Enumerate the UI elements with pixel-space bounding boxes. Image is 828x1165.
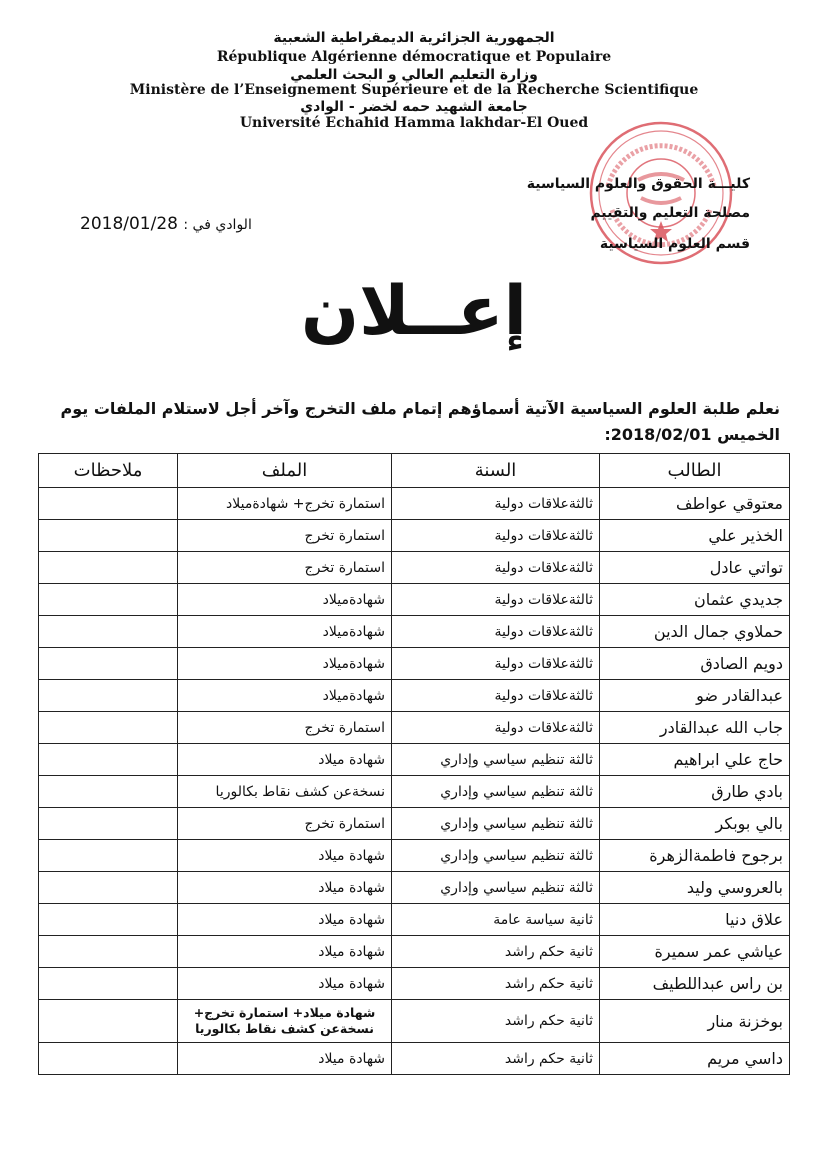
student-notes	[39, 680, 178, 712]
student-year: ثانية حكم راشد	[392, 1000, 600, 1043]
student-year: ثالثةعلاقات دولية	[392, 488, 600, 520]
student-notes	[39, 488, 178, 520]
header-student: الطالب	[600, 454, 790, 488]
dateline	[80, 214, 252, 234]
table-row	[39, 520, 790, 552]
student-name: بالعروسي وليد	[600, 872, 790, 904]
student-year: ثالثةعلاقات دولية	[392, 712, 600, 744]
announcement-title: إعــلان	[301, 272, 527, 351]
student-file: نسخةعن كشف نقاط بكالوريا	[178, 776, 392, 808]
student-file: شهادة ميلاد	[178, 968, 392, 1000]
student-year: ثالثةعلاقات دولية	[392, 584, 600, 616]
student-file: شهادة ميلاد	[178, 872, 392, 904]
student-notes	[39, 584, 178, 616]
student-year: ثالثة تنظيم سياسي وإداري	[392, 776, 600, 808]
student-year: ثالثةعلاقات دولية	[392, 552, 600, 584]
university-arabic: جامعة الشهيد حمه لخضر - الوادي	[300, 99, 528, 115]
table-row	[39, 1043, 790, 1075]
ministry-french: Ministère de l’Enseignement Supérieure et de la Recherche Scientifique	[129, 82, 699, 98]
student-year: ثالثةعلاقات دولية	[392, 520, 600, 552]
student-file: شهادةميلاد	[178, 680, 392, 712]
student-file: شهادة ميلاد+ استمارة تخرج+ نسخةعن كشف نقاط بكالوريا	[178, 1000, 392, 1043]
student-notes	[39, 648, 178, 680]
table-row	[39, 904, 790, 936]
table-row	[39, 776, 790, 808]
student-notes	[39, 1000, 178, 1043]
student-name: جديدي عثمان	[600, 584, 790, 616]
header-year: السنة	[392, 454, 600, 488]
student-name: عياشي عمر سميرة	[600, 936, 790, 968]
table-row	[39, 648, 790, 680]
student-year: ثالثة تنظيم سياسي وإداري	[392, 872, 600, 904]
student-name: برجوح فاطمةالزهرة	[600, 840, 790, 872]
student-year: ثانية سياسة عامة	[392, 904, 600, 936]
service-label: مصلحة التعليم والتقييم	[590, 205, 750, 221]
student-file: شهادة ميلاد	[178, 904, 392, 936]
republic-french: République Algérienne démocratique et Populaire	[216, 49, 612, 65]
student-file: استمارة تخرج	[178, 808, 392, 840]
student-name: الخذير علي	[600, 520, 790, 552]
table-row	[39, 808, 790, 840]
student-name: جاب الله عبدالقادر	[600, 712, 790, 744]
student-name: علاق دنيا	[600, 904, 790, 936]
student-notes	[39, 840, 178, 872]
dateline-date: 2018/01/28	[80, 214, 178, 234]
student-name: حملاوي جمال الدين	[600, 616, 790, 648]
ministry-arabic: وزارة التعليم العالي و البحث العلمي	[290, 67, 538, 83]
student-notes	[39, 904, 178, 936]
student-notes	[39, 808, 178, 840]
student-year: ثانية حكم راشد	[392, 1043, 600, 1075]
university-french: Université Echahid Hamma lakhdar-El Oued	[239, 115, 589, 131]
table-row	[39, 744, 790, 776]
student-notes	[39, 616, 178, 648]
faculty-label: كليـــة الحقوق والعلوم السياسية	[526, 176, 750, 192]
student-file: استمارة تخرج	[178, 712, 392, 744]
table-row	[39, 872, 790, 904]
student-file: استمارة تخرج	[178, 520, 392, 552]
student-file: استمارة تخرج+ شهادةميلاد	[178, 488, 392, 520]
table-row	[39, 584, 790, 616]
republic-arabic: الجمهورية الجزائرية الديمقراطية الشعبية	[273, 30, 555, 46]
table-row	[39, 552, 790, 584]
student-notes	[39, 936, 178, 968]
header-notes: ملاحظات	[39, 454, 178, 488]
student-year: ثانية حكم راشد	[392, 968, 600, 1000]
student-notes	[39, 872, 178, 904]
student-notes	[39, 1043, 178, 1075]
student-file: شهادة ميلاد	[178, 840, 392, 872]
student-year: ثالثةعلاقات دولية	[392, 648, 600, 680]
student-year: ثالثة تنظيم سياسي وإداري	[392, 808, 600, 840]
announcement-intro: نعلم طلبة العلوم السياسية الآتية أسماؤهم إتمام ملف التخرج وآخر أجل لاستلام الملفات يوم الخميس 2018/02/01:	[60, 399, 780, 444]
dateline-place: الوادي في :	[183, 217, 252, 233]
table-row	[39, 680, 790, 712]
student-file: شهادة ميلاد	[178, 1043, 392, 1075]
student-name: عبدالقادر ضو	[600, 680, 790, 712]
students-table	[38, 453, 790, 1075]
table-row	[39, 968, 790, 1000]
table-row	[39, 936, 790, 968]
student-notes	[39, 776, 178, 808]
table-row	[39, 712, 790, 744]
student-file: شهادة ميلاد	[178, 936, 392, 968]
student-name: داسي مريم	[600, 1043, 790, 1075]
student-year: ثالثةعلاقات دولية	[392, 680, 600, 712]
student-file: شهادة ميلاد	[178, 744, 392, 776]
table-header-row	[39, 454, 790, 488]
student-file: شهادةميلاد	[178, 584, 392, 616]
student-notes	[39, 552, 178, 584]
table-row	[39, 616, 790, 648]
student-name: حاج علي ابراهيم	[600, 744, 790, 776]
table-body	[39, 488, 790, 1075]
student-notes	[39, 712, 178, 744]
student-file: شهادةميلاد	[178, 648, 392, 680]
header-file: الملف	[178, 454, 392, 488]
student-name: بوخزنة منار	[600, 1000, 790, 1043]
table-row	[39, 840, 790, 872]
student-year: ثالثة تنظيم سياسي وإداري	[392, 840, 600, 872]
student-year: ثالثة تنظيم سياسي وإداري	[392, 744, 600, 776]
student-notes	[39, 744, 178, 776]
student-name: معتوقي عواطف	[600, 488, 790, 520]
student-notes	[39, 520, 178, 552]
student-notes	[39, 968, 178, 1000]
student-year: ثانية حكم راشد	[392, 936, 600, 968]
student-name: بالي بوبكر	[600, 808, 790, 840]
student-name: بن راس عبداللطيف	[600, 968, 790, 1000]
table-row	[39, 1000, 790, 1043]
student-file: استمارة تخرج	[178, 552, 392, 584]
student-name: تواتي عادل	[600, 552, 790, 584]
student-year: ثالثةعلاقات دولية	[392, 616, 600, 648]
table-row	[39, 488, 790, 520]
student-name: بادي طارق	[600, 776, 790, 808]
section-label: قسم العلوم السياسية	[599, 236, 750, 252]
student-file: شهادةميلاد	[178, 616, 392, 648]
student-name: دويم الصادق	[600, 648, 790, 680]
